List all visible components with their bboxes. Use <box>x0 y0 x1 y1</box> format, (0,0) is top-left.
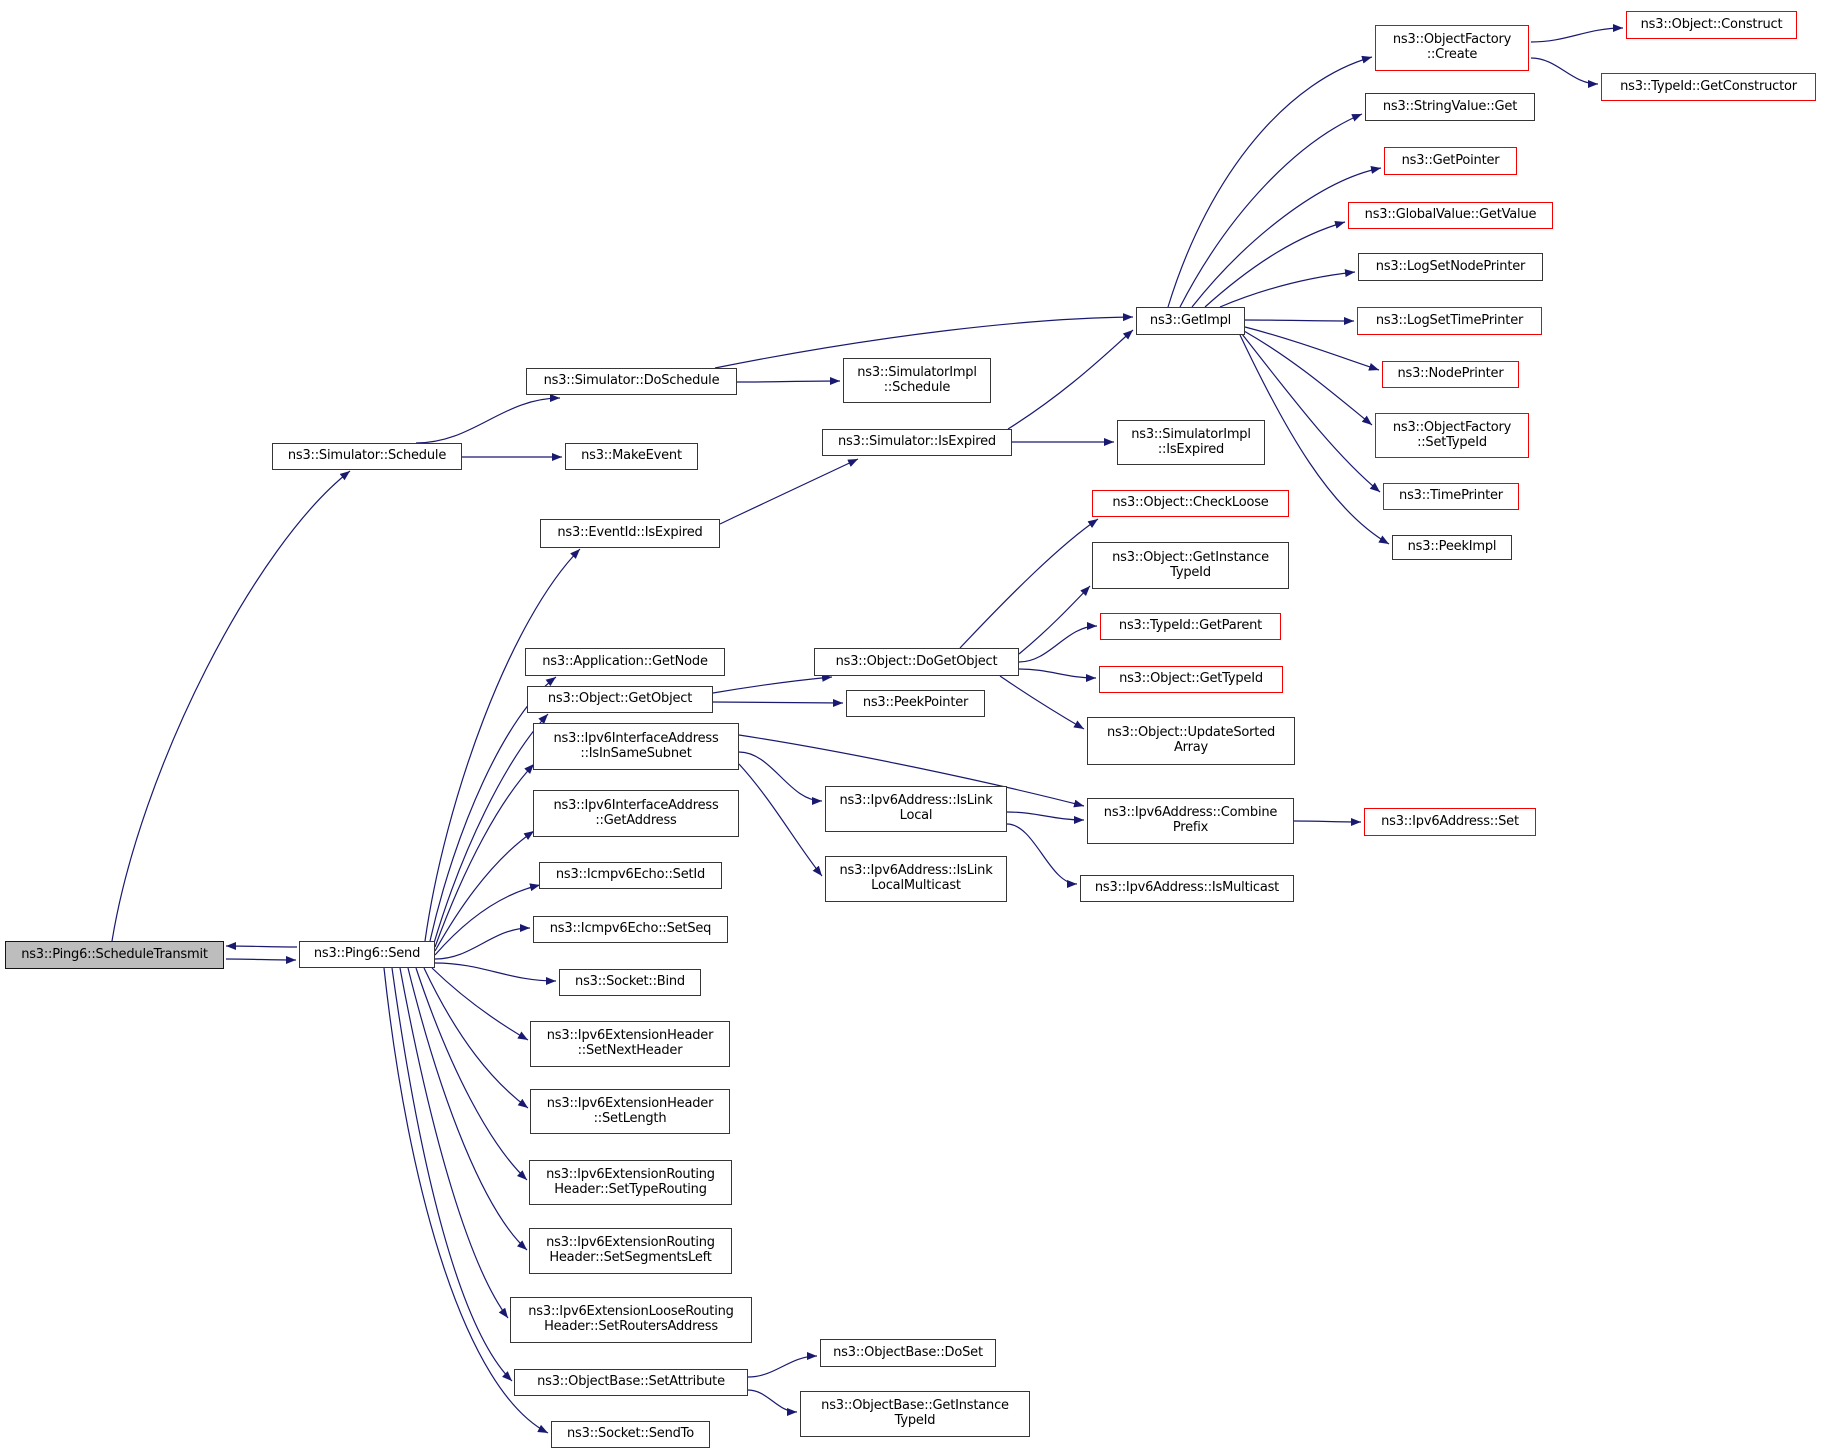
node-simimplsched[interactable]: ns3::SimulatorImpl ::Schedule <box>843 358 991 403</box>
edge-send-to-setseq <box>435 928 530 959</box>
node-ismulticast[interactable]: ns3::Ipv6Address::IsMulticast <box>1080 875 1294 902</box>
edge-subnet-to-linklocal <box>739 752 822 801</box>
node-subnet[interactable]: ns3::Ipv6InterfaceAddress ::IsInSameSubnet <box>533 723 739 770</box>
edge-send-to-setattribute <box>392 968 512 1381</box>
node-updatesorted[interactable]: ns3::Object::UpdateSorted Array <box>1087 717 1295 765</box>
edge-combine-to-ipv6set <box>1294 821 1361 822</box>
edge-getimpl-to-globalget <box>1205 222 1345 307</box>
node-getparent[interactable]: ns3::TypeId::GetParent <box>1100 613 1281 640</box>
edge-getimpl-to-settypeid <box>1244 331 1372 425</box>
edge-getobject-to-peekpointer <box>713 702 843 703</box>
node-getconstructor[interactable]: ns3::TypeId::GetConstructor <box>1601 73 1816 101</box>
node-combine[interactable]: ns3::Ipv6Address::Combine Prefix <box>1087 798 1294 844</box>
node-schedule[interactable]: ns3::Simulator::Schedule <box>272 443 462 470</box>
node-doset[interactable]: ns3::ObjectBase::DoSet <box>820 1339 996 1367</box>
node-construct[interactable]: ns3::Object::Construct <box>1626 11 1797 39</box>
edge-setattribute-to-objbasegetinst <box>748 1390 797 1412</box>
edge-getimpl-to-create <box>1168 57 1372 307</box>
node-bind[interactable]: ns3::Socket::Bind <box>559 969 701 996</box>
node-globalget[interactable]: ns3::GlobalValue::GetValue <box>1348 202 1553 229</box>
node-getnode[interactable]: ns3::Application::GetNode <box>525 648 725 676</box>
edge-simisexp-to-getimpl <box>1008 330 1133 429</box>
node-settypeid[interactable]: ns3::ObjectFactory ::SetTypeId <box>1375 413 1529 458</box>
edge-create-to-construct <box>1531 28 1623 42</box>
edge-dgo-to-objgettypeid <box>1019 669 1096 678</box>
node-checkloose[interactable]: ns3::Object::CheckLoose <box>1092 490 1289 517</box>
edge-send-to-setid <box>435 885 540 955</box>
edge-send-to-getobject <box>434 714 548 943</box>
node-setseq[interactable]: ns3::Icmpv6Echo::SetSeq <box>533 916 728 943</box>
edge-send-to-setrouters <box>400 968 508 1318</box>
node-nodeprinter[interactable]: ns3::NodePrinter <box>1382 361 1519 388</box>
edge-dgo-to-checkloose <box>960 519 1098 648</box>
node-stringget[interactable]: ns3::StringValue::Get <box>1365 93 1535 121</box>
node-simimplisexp[interactable]: ns3::SimulatorImpl ::IsExpired <box>1117 420 1265 465</box>
edge-getimpl-to-timeprinter <box>1242 334 1380 492</box>
node-sendto[interactable]: ns3::Socket::SendTo <box>551 1421 710 1448</box>
edge-getobject-to-dgo <box>713 677 832 693</box>
edge-send-to-subnet <box>435 764 534 947</box>
node-makeevent[interactable]: ns3::MakeEvent <box>565 443 698 470</box>
node-setnextheader[interactable]: ns3::Ipv6ExtensionHeader ::SetNextHeader <box>530 1021 730 1067</box>
edge-scheduletransmit-to-send <box>226 959 296 960</box>
edge-send-to-setlength <box>424 968 528 1108</box>
node-getobject[interactable]: ns3::Object::GetObject <box>527 686 713 713</box>
edge-send-to-settyperouting <box>416 968 527 1180</box>
node-simisexp[interactable]: ns3::Simulator::IsExpired <box>822 429 1012 456</box>
edge-send-to-scheduletransmit <box>226 946 297 947</box>
edge-eventid-to-simisexp <box>720 459 858 524</box>
edge-dosched-to-simimplsched <box>737 381 840 382</box>
node-setsegments[interactable]: ns3::Ipv6ExtensionRouting Header::SetSegmentsLeft <box>529 1228 732 1274</box>
edge-send-to-setnextheader <box>432 968 528 1040</box>
edge-scheduletransmit-to-schedule <box>112 471 350 941</box>
node-getaddress[interactable]: ns3::Ipv6InterfaceAddress ::GetAddress <box>533 790 739 837</box>
node-setattribute[interactable]: ns3::ObjectBase::SetAttribute <box>514 1369 748 1396</box>
node-ipv6set[interactable]: ns3::Ipv6Address::Set <box>1364 808 1536 836</box>
node-peekimpl[interactable]: ns3::PeekImpl <box>1392 535 1512 560</box>
edge-getimpl-to-logtime <box>1245 320 1354 321</box>
node-lognode[interactable]: ns3::LogSetNodePrinter <box>1358 253 1543 281</box>
node-dgo[interactable]: ns3::Object::DoGetObject <box>814 648 1019 676</box>
node-send[interactable]: ns3::Ping6::Send <box>299 941 435 968</box>
edge-linklocal-to-combine <box>1007 812 1084 820</box>
edge-subnet-to-llmulticast <box>739 764 822 876</box>
edge-linklocal-to-ismulticast <box>1007 824 1077 884</box>
node-getpointer[interactable]: ns3::GetPointer <box>1384 147 1517 175</box>
edge-setattribute-to-doset <box>748 1356 817 1377</box>
edge-schedule-to-dosched <box>416 398 560 443</box>
node-llmulticast[interactable]: ns3::Ipv6Address::IsLink LocalMulticast <box>825 856 1007 902</box>
node-dosched[interactable]: ns3::Simulator::DoSchedule <box>526 368 737 395</box>
node-setid[interactable]: ns3::Icmpv6Echo::SetId <box>539 862 722 889</box>
node-settyperouting[interactable]: ns3::Ipv6ExtensionRouting Header::SetTypeRouting <box>529 1160 732 1205</box>
node-getimpl[interactable]: ns3::GetImpl <box>1136 307 1245 335</box>
node-setlength[interactable]: ns3::Ipv6ExtensionHeader ::SetLength <box>530 1089 730 1134</box>
node-timeprinter[interactable]: ns3::TimePrinter <box>1383 483 1519 510</box>
node-scheduletransmit[interactable]: ns3::Ping6::ScheduleTransmit <box>5 941 224 969</box>
edge-dgo-to-updatesorted <box>1000 676 1084 729</box>
edge-send-to-bind <box>435 963 556 981</box>
node-objgetinst[interactable]: ns3::Object::GetInstance TypeId <box>1092 542 1289 589</box>
node-peekpointer[interactable]: ns3::PeekPointer <box>846 690 985 717</box>
node-eventid[interactable]: ns3::EventId::IsExpired <box>540 519 720 548</box>
node-create[interactable]: ns3::ObjectFactory ::Create <box>1375 25 1529 71</box>
node-objgettypeid[interactable]: ns3::Object::GetTypeId <box>1099 666 1283 693</box>
node-setrouters[interactable]: ns3::Ipv6ExtensionLooseRouting Header::SetRoutersAddress <box>510 1297 752 1343</box>
node-logtime[interactable]: ns3::LogSetTimePrinter <box>1357 307 1542 335</box>
node-linklocal[interactable]: ns3::Ipv6Address::IsLink Local <box>825 786 1007 832</box>
edge-create-to-getconstructor <box>1531 58 1598 84</box>
edge-dgo-to-objgetinst <box>1019 586 1090 654</box>
node-objbasegetinst[interactable]: ns3::ObjectBase::GetInstance TypeId <box>800 1391 1030 1437</box>
